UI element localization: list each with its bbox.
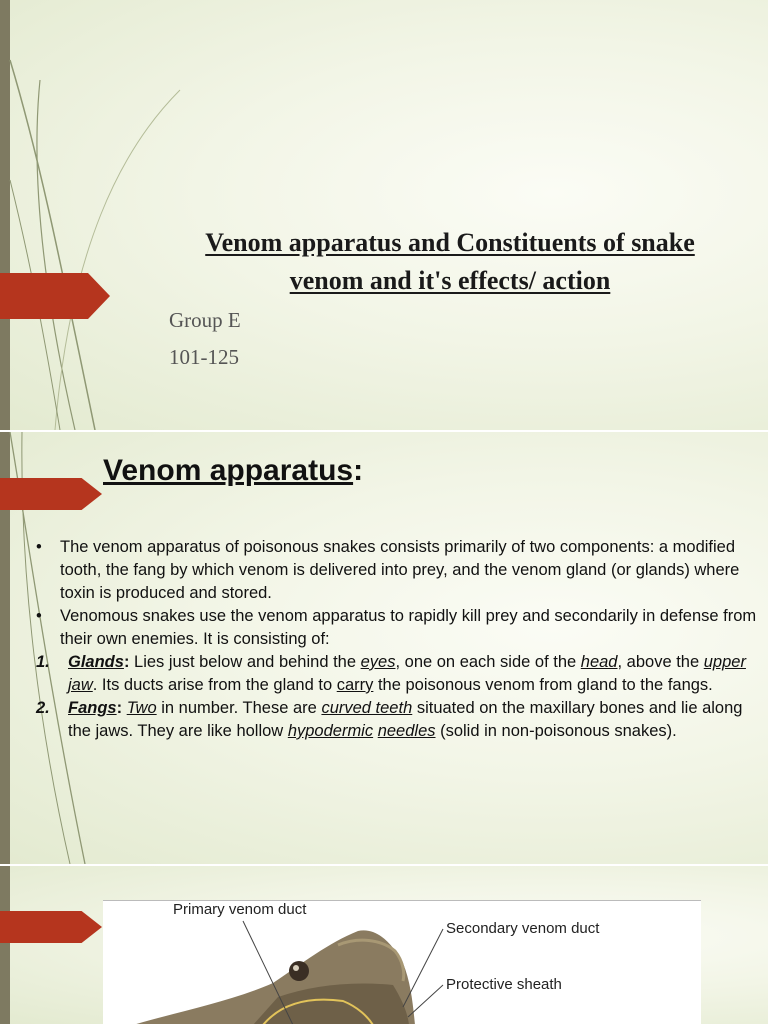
numbered-item-glands: [36, 651, 762, 697]
red-arrow-tab: [0, 478, 102, 510]
venom-apparatus-slide: [0, 432, 768, 864]
item-text: Lies just below and behind the: [129, 653, 361, 671]
underlined-term: upper jaw: [68, 653, 746, 694]
page-title: [140, 224, 760, 300]
snake-head-diagram: [103, 900, 701, 1024]
underlined-term: curved teeth: [321, 699, 413, 717]
roll-range: 101-125: [169, 345, 239, 369]
diagram-slide: [0, 866, 768, 1024]
label-secondary-venom-duct: Secondary venom duct: [446, 920, 600, 937]
underlined-term: eyes: [360, 653, 396, 671]
section-heading: [103, 454, 363, 488]
item-term: Fangs: [68, 699, 117, 717]
underlined-term: needles: [377, 722, 436, 740]
bullet-dot: •: [36, 607, 42, 625]
snake-head-illustration: [103, 901, 701, 1024]
bullet-text: The venom apparatus of poisonous snakes consists primarily of two components: a modified tooth, the fang by which venom is delivered into prey, and the venom gland (or glands) where toxin is produced and stored.: [60, 538, 740, 602]
bullet-item: [36, 605, 762, 651]
underlined-term: Two: [126, 699, 157, 717]
item-text: . Its ducts arise from the gland to: [92, 676, 337, 694]
item-text: , one on each side of the: [395, 653, 581, 671]
label-primary-venom-duct: Primary venom duct: [173, 901, 307, 918]
numbered-item-fangs: [36, 697, 762, 743]
slide-side-bar: [0, 866, 10, 1024]
heading-text: Venom apparatus: [103, 454, 354, 487]
red-arrow-tab: [0, 911, 102, 943]
item-text: in number. These are: [156, 699, 322, 717]
bullet-text: Venomous snakes use the venom apparatus to rapidly kill prey and secondarily in defense from their own enemies. It is consisting of:: [60, 607, 757, 648]
bullet-item: [36, 536, 762, 605]
label-protective-sheath: Protective sheath: [446, 976, 562, 993]
group-label: Group E: [169, 308, 241, 332]
slide-body: [36, 536, 762, 743]
underlined-term: hypodermic: [287, 722, 374, 740]
item-text: situated on the maxillary bones and lie along the jaws. They are like hollow: [68, 699, 743, 740]
term-colon: :: [123, 653, 130, 671]
bullet-dot: •: [36, 538, 42, 556]
item-text: the poisonous venom from gland to the fangs.: [373, 676, 713, 694]
item-number: 1.: [36, 653, 50, 671]
underlined-term: head: [580, 653, 618, 671]
item-text: , above the: [617, 653, 704, 671]
underlined-term: carry: [336, 676, 374, 694]
title-slide: [0, 0, 768, 430]
item-term: Glands: [68, 653, 124, 671]
heading-colon: :: [353, 454, 364, 487]
item-text: (solid in non-poisonous snakes).: [435, 722, 677, 740]
item-number: 2.: [36, 699, 50, 717]
red-arrow-tab: [0, 273, 110, 319]
title-line-2: venom and it's effects/ action: [289, 266, 611, 295]
title-line-1: Venom apparatus and Constituents of snake: [205, 228, 695, 257]
term-colon: :: [116, 699, 123, 717]
